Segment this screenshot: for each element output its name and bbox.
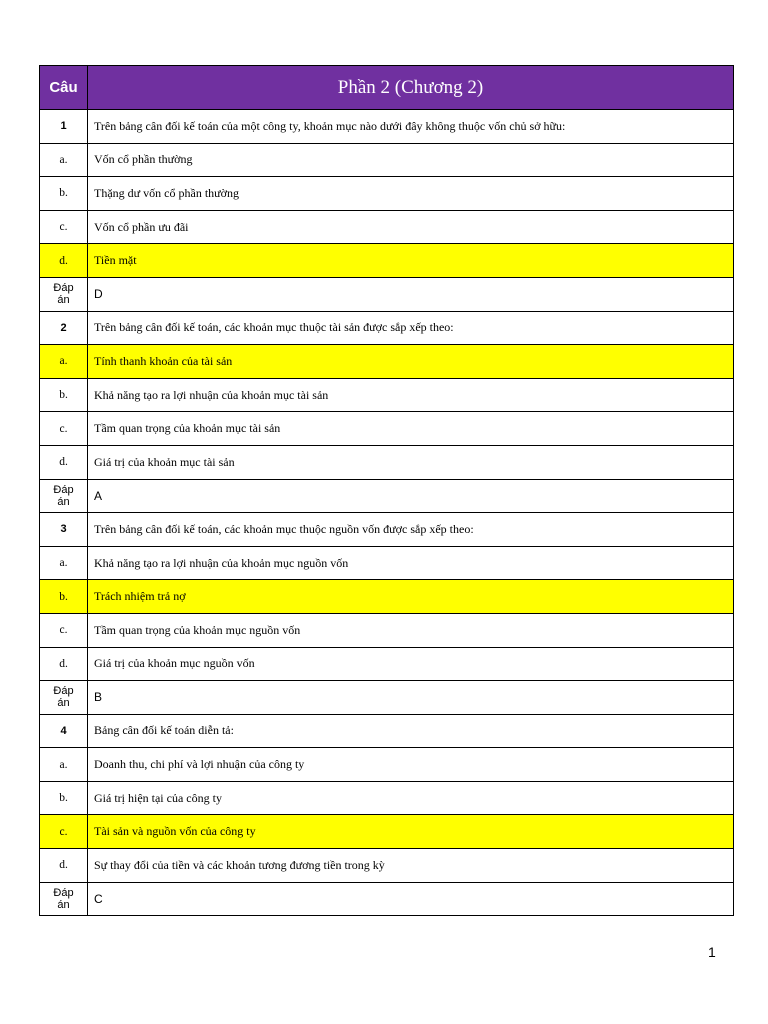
page-number: 1	[708, 944, 716, 960]
question-text: Bảng cân đối kế toán diễn tả:	[88, 714, 734, 748]
answer-row	[40, 681, 734, 715]
option-row	[40, 647, 734, 681]
option-letter: b.	[40, 378, 88, 412]
option-letter: b.	[40, 781, 88, 815]
section-title: Phần 2 (Chương 2)	[88, 66, 734, 110]
option-text: Sự thay đổi của tiền và các khoản tương đương tiền trong kỳ	[88, 849, 734, 883]
option-text: Khả năng tạo ra lợi nhuận của khoản mục nguồn vốn	[88, 546, 734, 580]
option-row	[40, 345, 734, 379]
option-row	[40, 815, 734, 849]
option-text: Vốn cổ phần ưu đãi	[88, 210, 734, 244]
option-row	[40, 143, 734, 177]
option-row	[40, 177, 734, 211]
question-number: 2	[40, 311, 88, 345]
option-letter: b.	[40, 580, 88, 614]
option-letter: d.	[40, 445, 88, 479]
option-row	[40, 849, 734, 883]
option-text: Tầm quan trọng của khoản mục tài sản	[88, 412, 734, 446]
question-row	[40, 311, 734, 345]
answer-value: C	[88, 882, 734, 916]
option-text: Thặng dư vốn cổ phần thường	[88, 177, 734, 211]
option-text: Vốn cổ phần thường	[88, 143, 734, 177]
question-number: 4	[40, 714, 88, 748]
option-text: Khả năng tạo ra lợi nhuận của khoản mục tài sản	[88, 378, 734, 412]
option-row	[40, 781, 734, 815]
option-row	[40, 580, 734, 614]
option-text: Tiền mặt	[88, 244, 734, 278]
answer-row	[40, 277, 734, 311]
option-letter: c.	[40, 412, 88, 446]
answer-label: Đáp án	[40, 681, 88, 715]
option-letter: a.	[40, 748, 88, 782]
option-text: Tầm quan trọng của khoản mục nguồn vốn	[88, 613, 734, 647]
question-row	[40, 513, 734, 547]
answer-value: D	[88, 277, 734, 311]
option-row	[40, 378, 734, 412]
option-letter: c.	[40, 815, 88, 849]
option-text: Tính thanh khoản của tài sản	[88, 345, 734, 379]
answer-value: A	[88, 479, 734, 513]
option-text: Giá trị hiện tại của công ty	[88, 781, 734, 815]
quiz-table	[39, 65, 734, 916]
option-text: Doanh thu, chi phí và lợi nhuận của công ty	[88, 748, 734, 782]
option-letter: b.	[40, 177, 88, 211]
option-text: Trách nhiệm trả nợ	[88, 580, 734, 614]
question-row	[40, 714, 734, 748]
column-header-cau: Câu	[40, 66, 88, 110]
answer-row	[40, 882, 734, 916]
option-letter: c.	[40, 210, 88, 244]
option-letter: d.	[40, 244, 88, 278]
option-letter: a.	[40, 143, 88, 177]
option-letter: c.	[40, 613, 88, 647]
option-row	[40, 613, 734, 647]
option-letter: d.	[40, 647, 88, 681]
question-text: Trên bảng cân đối kế toán của một công ty, khoản mục nào dưới đây không thuộc vốn chủ sở hữu:	[88, 110, 734, 144]
option-text: Giá trị của khoản mục nguồn vốn	[88, 647, 734, 681]
option-letter: a.	[40, 345, 88, 379]
answer-label: Đáp án	[40, 882, 88, 916]
question-row	[40, 110, 734, 144]
answer-label: Đáp án	[40, 479, 88, 513]
quiz-body	[40, 110, 734, 916]
option-row	[40, 210, 734, 244]
option-letter: a.	[40, 546, 88, 580]
answer-value: B	[88, 681, 734, 715]
answer-row	[40, 479, 734, 513]
table-header-row	[40, 66, 734, 110]
question-number: 1	[40, 110, 88, 144]
question-text: Trên bảng cân đối kế toán, các khoản mục thuộc nguồn vốn được sắp xếp theo:	[88, 513, 734, 547]
option-row	[40, 412, 734, 446]
option-row	[40, 244, 734, 278]
question-text: Trên bảng cân đối kế toán, các khoản mục thuộc tài sản được sắp xếp theo:	[88, 311, 734, 345]
option-text: Tài sản và nguồn vốn của công ty	[88, 815, 734, 849]
option-row	[40, 546, 734, 580]
option-row	[40, 445, 734, 479]
answer-label: Đáp án	[40, 277, 88, 311]
question-number: 3	[40, 513, 88, 547]
option-text: Giá trị của khoản mục tài sản	[88, 445, 734, 479]
option-row	[40, 748, 734, 782]
option-letter: d.	[40, 849, 88, 883]
